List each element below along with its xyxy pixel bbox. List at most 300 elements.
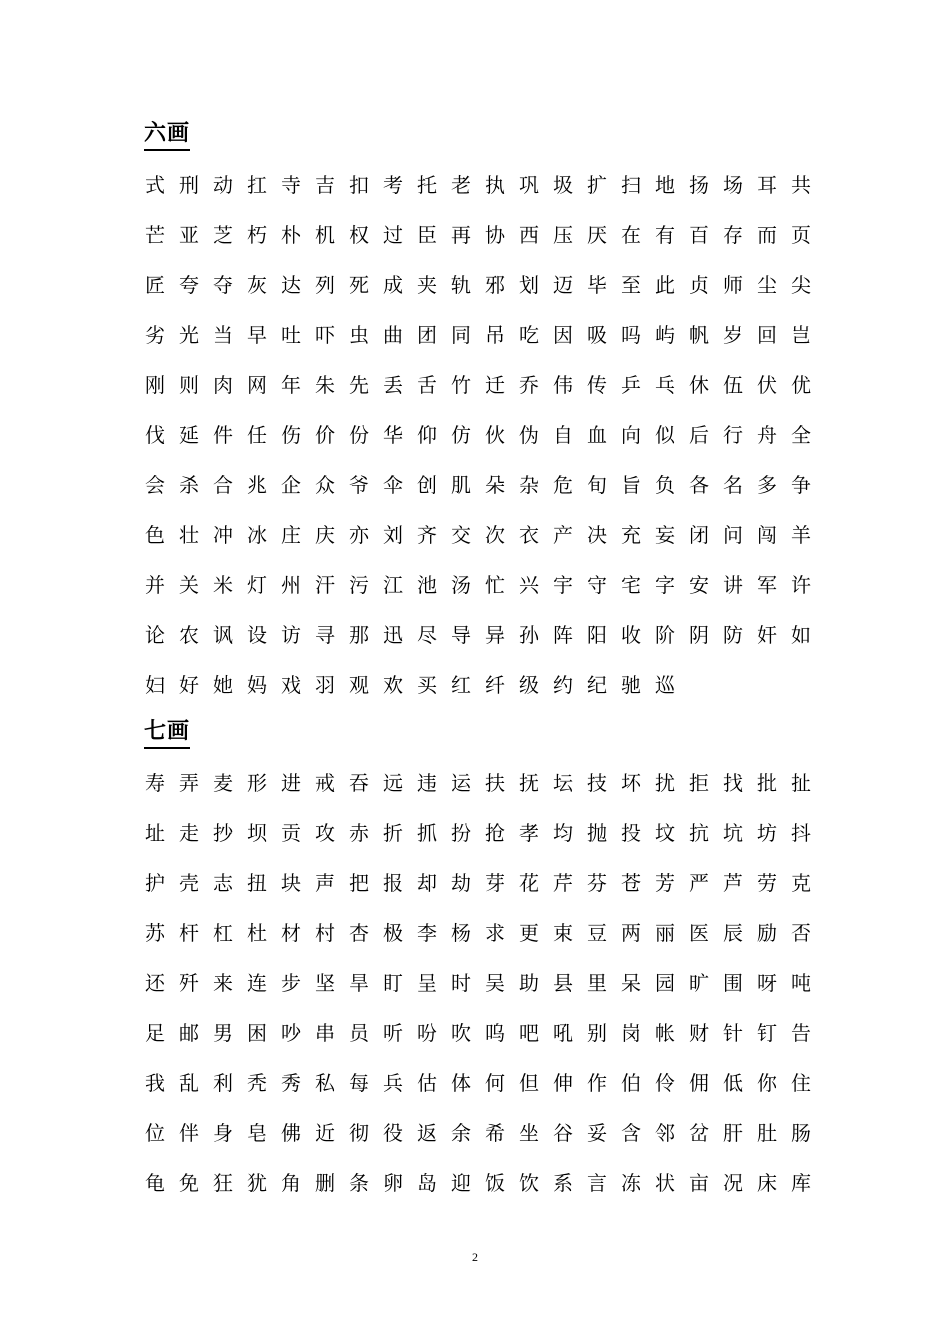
character-cell: 含 <box>621 1121 641 1145</box>
character-cell: 豆 <box>587 921 607 945</box>
character-cell: 劣 <box>145 323 165 347</box>
character-cell: 贡 <box>281 821 301 845</box>
character-cell: 走 <box>179 821 199 845</box>
character-cell: 朱 <box>315 373 335 397</box>
character-cell: 托 <box>417 173 437 197</box>
character-cell: 岛 <box>417 1171 437 1195</box>
character-cell: 回 <box>757 323 777 347</box>
character-cell: 壮 <box>179 523 199 547</box>
character-cell: 厌 <box>587 223 607 247</box>
character-cell: 字 <box>655 573 675 597</box>
character-cell: 护 <box>145 871 165 895</box>
character-cell: 好 <box>179 673 199 697</box>
character-cell: 过 <box>383 223 403 247</box>
character-cell: 舌 <box>417 373 437 397</box>
character-cell: 抄 <box>213 821 233 845</box>
character-cell: 尘 <box>757 273 777 297</box>
character-cell: 早 <box>247 323 267 347</box>
character-cell: 余 <box>451 1121 471 1145</box>
character-cell: 远 <box>383 771 403 795</box>
character-cell: 伏 <box>757 373 777 397</box>
character-cell: 吃 <box>519 323 539 347</box>
character-cell: 返 <box>417 1121 437 1145</box>
character-cell: 而 <box>757 223 777 247</box>
character-cell: 还 <box>145 971 165 995</box>
character-cell: 尖 <box>791 273 811 297</box>
character-cell: 址 <box>145 821 165 845</box>
character-cell: 均 <box>553 821 573 845</box>
character-cell: 员 <box>349 1021 369 1045</box>
character-cell: 吵 <box>281 1021 301 1045</box>
character-cell: 呈 <box>417 971 437 995</box>
character-cell: 充 <box>621 523 641 547</box>
character-cell: 权 <box>349 223 369 247</box>
character-cell: 园 <box>655 971 675 995</box>
character-cell: 乱 <box>179 1071 199 1095</box>
character-cell: 老 <box>451 173 471 197</box>
character-cell: 巩 <box>519 173 539 197</box>
character-row <box>138 908 838 958</box>
character-cell: 岗 <box>621 1021 641 1045</box>
character-cell: 尽 <box>417 623 437 647</box>
character-cell: 抢 <box>485 821 505 845</box>
character-cell: 阵 <box>553 623 573 647</box>
character-cell: 饭 <box>485 1171 505 1195</box>
character-cell: 坏 <box>621 771 641 795</box>
character-cell: 州 <box>281 573 301 597</box>
character-cell: 伤 <box>281 423 301 447</box>
character-cell: 坑 <box>723 821 743 845</box>
character-cell: 足 <box>145 1021 165 1045</box>
character-row <box>138 210 838 260</box>
character-cell: 那 <box>349 623 369 647</box>
character-cell: 歼 <box>179 971 199 995</box>
character-cell: 阶 <box>655 623 675 647</box>
character-cell: 迎 <box>451 1171 471 1195</box>
character-cell: 夹 <box>417 273 437 297</box>
character-cell: 扰 <box>655 771 675 795</box>
character-cell: 吉 <box>315 173 335 197</box>
character-cell: 吧 <box>519 1021 539 1045</box>
character-cell: 百 <box>689 223 709 247</box>
character-cell: 赤 <box>349 821 369 845</box>
character-cell: 位 <box>145 1121 165 1145</box>
character-cell: 贞 <box>689 273 709 297</box>
character-cell: 芒 <box>145 223 165 247</box>
character-cell: 驰 <box>621 673 641 697</box>
character-cell: 动 <box>213 173 233 197</box>
character-row <box>138 160 838 210</box>
character-cell: 床 <box>757 1171 777 1195</box>
character-row <box>138 560 838 610</box>
character-cell: 饮 <box>519 1171 539 1195</box>
character-cell: 阳 <box>587 623 607 647</box>
character-cell: 合 <box>213 473 233 497</box>
character-cell: 列 <box>315 273 335 297</box>
character-cell: 体 <box>451 1071 471 1095</box>
character-cell: 伶 <box>655 1071 675 1095</box>
character-cell: 围 <box>723 971 743 995</box>
character-cell: 芳 <box>655 871 675 895</box>
character-cell: 李 <box>417 921 437 945</box>
character-cell: 扫 <box>621 173 641 197</box>
character-cell: 吸 <box>587 323 607 347</box>
character-cell: 违 <box>417 771 437 795</box>
character-cell: 伯 <box>621 1071 641 1095</box>
character-cell: 邻 <box>655 1121 675 1145</box>
character-cell: 犹 <box>247 1171 267 1195</box>
character-cell: 肝 <box>723 1121 743 1145</box>
character-cell: 色 <box>145 523 165 547</box>
page-number: 2 <box>472 1250 478 1264</box>
character-cell: 匠 <box>145 273 165 297</box>
character-cell: 江 <box>383 573 403 597</box>
character-cell: 乓 <box>655 373 675 397</box>
character-cell: 华 <box>383 423 403 447</box>
character-cell: 机 <box>315 223 335 247</box>
character-cell: 红 <box>451 673 471 697</box>
character-cell: 朴 <box>281 223 301 247</box>
character-cell: 产 <box>553 523 573 547</box>
character-cell: 似 <box>655 423 675 447</box>
character-cell: 芬 <box>587 871 607 895</box>
character-cell: 抖 <box>791 821 811 845</box>
character-cell: 技 <box>587 771 607 795</box>
character-cell: 伴 <box>179 1121 199 1145</box>
character-cell: 秃 <box>247 1071 267 1095</box>
character-cell: 舟 <box>757 423 777 447</box>
character-cell: 劫 <box>451 871 471 895</box>
character-cell: 我 <box>145 1071 165 1095</box>
character-cell: 则 <box>179 373 199 397</box>
character-cell: 利 <box>213 1071 233 1095</box>
character-cell: 划 <box>519 273 539 297</box>
character-cell: 低 <box>723 1071 743 1095</box>
character-cell: 各 <box>689 473 709 497</box>
character-cell: 欢 <box>383 673 403 697</box>
character-cell: 戏 <box>281 673 301 697</box>
character-cell: 材 <box>281 921 301 945</box>
character-cell: 自 <box>553 423 573 447</box>
character-cell: 兴 <box>519 573 539 597</box>
character-cell: 扣 <box>349 173 369 197</box>
character-cell: 近 <box>315 1121 335 1145</box>
character-row <box>138 410 838 460</box>
character-cell: 秀 <box>281 1071 301 1095</box>
character-cell: 杨 <box>451 921 471 945</box>
character-cell: 共 <box>791 173 811 197</box>
character-cell: 医 <box>689 921 709 945</box>
character-cell: 坚 <box>315 971 335 995</box>
character-cell: 冻 <box>621 1171 641 1195</box>
character-cell: 杠 <box>213 921 233 945</box>
character-cell: 竹 <box>451 373 471 397</box>
character-row <box>138 610 838 660</box>
character-cell: 汤 <box>451 573 471 597</box>
character-cell: 在 <box>621 223 641 247</box>
character-cell: 极 <box>383 921 403 945</box>
character-cell: 污 <box>349 573 369 597</box>
character-cell: 狂 <box>213 1171 233 1195</box>
character-cell: 如 <box>791 623 811 647</box>
character-cell: 芦 <box>723 871 743 895</box>
character-cell: 兆 <box>247 473 267 497</box>
character-cell: 里 <box>587 971 607 995</box>
character-cell: 攻 <box>315 821 335 845</box>
character-cell: 苍 <box>621 871 641 895</box>
character-cell: 扛 <box>247 173 267 197</box>
character-cell: 旨 <box>621 473 641 497</box>
character-cell: 冲 <box>213 523 233 547</box>
character-cell: 岔 <box>689 1121 709 1145</box>
character-cell: 纪 <box>587 673 607 697</box>
character-cell: 会 <box>145 473 165 497</box>
character-cell: 弄 <box>179 771 199 795</box>
character-cell: 谷 <box>553 1121 573 1145</box>
character-cell: 串 <box>315 1021 335 1045</box>
character-cell: 米 <box>213 573 233 597</box>
character-cell: 批 <box>757 771 777 795</box>
character-cell: 收 <box>621 623 641 647</box>
character-cell: 呜 <box>485 1021 505 1045</box>
character-cell: 步 <box>281 971 301 995</box>
character-cell: 羽 <box>315 673 335 697</box>
character-cell: 屿 <box>655 323 675 347</box>
character-cell: 次 <box>485 523 505 547</box>
character-cell: 宇 <box>553 573 573 597</box>
character-cell: 来 <box>213 971 233 995</box>
character-cell: 同 <box>451 323 471 347</box>
character-cell: 成 <box>383 273 403 297</box>
character-cell: 言 <box>587 1171 607 1195</box>
character-cell: 亚 <box>179 223 199 247</box>
character-cell: 再 <box>451 223 471 247</box>
character-cell: 齐 <box>417 523 437 547</box>
character-cell: 讲 <box>723 573 743 597</box>
character-cell: 亩 <box>689 1171 709 1195</box>
character-cell: 行 <box>723 423 743 447</box>
character-cell: 别 <box>587 1021 607 1045</box>
character-cell: 拒 <box>689 771 709 795</box>
character-cell: 花 <box>519 871 539 895</box>
character-cell: 找 <box>723 771 743 795</box>
character-cell: 光 <box>179 323 199 347</box>
character-cell: 吴 <box>485 971 505 995</box>
character-cell: 问 <box>723 523 743 547</box>
character-cell: 约 <box>553 673 573 697</box>
character-cell: 危 <box>553 473 573 497</box>
character-cell: 丽 <box>655 921 675 945</box>
character-cell: 她 <box>213 673 233 697</box>
character-cell: 旱 <box>349 971 369 995</box>
character-cell: 全 <box>791 423 811 447</box>
character-cell: 状 <box>655 1171 675 1195</box>
character-cell: 伟 <box>553 373 573 397</box>
character-cell: 论 <box>145 623 165 647</box>
character-row <box>138 858 838 908</box>
character-cell: 听 <box>383 1021 403 1045</box>
character-cell: 旬 <box>587 473 607 497</box>
character-cell: 爷 <box>349 473 369 497</box>
character-cell: 伙 <box>485 423 505 447</box>
character-cell: 否 <box>791 921 811 945</box>
section-heading-six-strokes: 六画 <box>144 119 190 151</box>
character-cell: 刑 <box>179 173 199 197</box>
character-cell: 系 <box>553 1171 573 1195</box>
character-cell: 坛 <box>553 771 573 795</box>
character-cell: 抚 <box>519 771 539 795</box>
character-cell: 刘 <box>383 523 403 547</box>
character-cell: 防 <box>723 623 743 647</box>
character-cell: 芽 <box>485 871 505 895</box>
character-cell: 妈 <box>247 673 267 697</box>
character-cell: 仰 <box>417 423 437 447</box>
character-cell: 呆 <box>621 971 641 995</box>
character-cell: 伞 <box>383 473 403 497</box>
character-cell: 村 <box>315 921 335 945</box>
character-cell: 杀 <box>179 473 199 497</box>
character-cell: 县 <box>553 971 573 995</box>
character-cell: 式 <box>145 173 165 197</box>
character-cell: 西 <box>519 223 539 247</box>
character-cell: 丢 <box>383 373 403 397</box>
character-cell: 亦 <box>349 523 369 547</box>
character-cell: 男 <box>213 1021 233 1045</box>
character-cell: 苏 <box>145 921 165 945</box>
character-cell: 忙 <box>485 573 505 597</box>
character-cell: 许 <box>791 573 811 597</box>
character-cell: 访 <box>281 623 301 647</box>
character-cell: 达 <box>281 273 301 297</box>
character-cell: 闭 <box>689 523 709 547</box>
character-cell: 设 <box>247 623 267 647</box>
character-cell: 考 <box>383 173 403 197</box>
character-cell: 皂 <box>247 1121 267 1145</box>
character-cell: 坝 <box>247 821 267 845</box>
character-cell: 把 <box>349 871 369 895</box>
character-cell: 坐 <box>519 1121 539 1145</box>
character-cell: 多 <box>757 473 777 497</box>
character-cell: 岁 <box>723 323 743 347</box>
character-cell: 血 <box>587 423 607 447</box>
character-cell: 冰 <box>247 523 267 547</box>
character-cell: 身 <box>213 1121 233 1145</box>
character-row <box>138 1058 838 1108</box>
character-cell: 报 <box>383 871 403 895</box>
character-cell: 乔 <box>519 373 539 397</box>
character-cell: 坟 <box>655 821 675 845</box>
character-cell: 呀 <box>757 971 777 995</box>
character-cell: 地 <box>655 173 675 197</box>
character-cell: 兵 <box>383 1071 403 1095</box>
character-cell: 交 <box>451 523 471 547</box>
character-cell: 投 <box>621 821 641 845</box>
character-cell: 盯 <box>383 971 403 995</box>
character-cell: 杏 <box>349 921 369 945</box>
character-cell: 条 <box>349 1171 369 1195</box>
character-cell: 朽 <box>247 223 267 247</box>
character-cell: 毕 <box>587 273 607 297</box>
character-cell: 帆 <box>689 323 709 347</box>
character-cell: 名 <box>723 473 743 497</box>
character-cell: 私 <box>315 1071 335 1095</box>
character-cell: 吨 <box>791 971 811 995</box>
character-cell: 休 <box>689 373 709 397</box>
character-cell: 告 <box>791 1021 811 1045</box>
character-cell: 页 <box>791 223 811 247</box>
character-cell: 汗 <box>315 573 335 597</box>
character-cell: 声 <box>315 871 335 895</box>
character-row <box>138 1108 838 1158</box>
character-cell: 岂 <box>791 323 811 347</box>
character-cell: 况 <box>723 1171 743 1195</box>
character-cell: 龟 <box>145 1171 165 1195</box>
character-cell: 巡 <box>655 673 675 697</box>
character-cell: 此 <box>655 273 675 297</box>
character-cell: 关 <box>179 573 199 597</box>
character-cell: 灯 <box>247 573 267 597</box>
character-cell: 妄 <box>655 523 675 547</box>
character-cell: 杜 <box>247 921 267 945</box>
character-cell: 妇 <box>145 673 165 697</box>
character-cell: 扶 <box>485 771 505 795</box>
character-cell: 庄 <box>281 523 301 547</box>
character-cell: 针 <box>723 1021 743 1045</box>
character-cell: 吼 <box>553 1021 573 1045</box>
character-cell: 当 <box>213 323 233 347</box>
character-cell: 麦 <box>213 771 233 795</box>
character-cell: 夸 <box>179 273 199 297</box>
character-cell: 负 <box>655 473 675 497</box>
character-cell: 乒 <box>621 373 641 397</box>
character-cell: 壳 <box>179 871 199 895</box>
character-cell: 抓 <box>417 821 437 845</box>
character-cell: 伸 <box>553 1071 573 1095</box>
character-cell: 删 <box>315 1171 335 1195</box>
character-cell: 块 <box>281 871 301 895</box>
character-cell: 级 <box>519 673 539 697</box>
character-cell: 邪 <box>485 273 505 297</box>
character-cell: 连 <box>247 971 267 995</box>
character-cell: 压 <box>553 223 573 247</box>
character-cell: 圾 <box>553 173 573 197</box>
character-cell: 创 <box>417 473 437 497</box>
character-row <box>138 510 838 560</box>
character-cell: 吊 <box>485 323 505 347</box>
character-cell: 折 <box>383 821 403 845</box>
character-cell: 庆 <box>315 523 335 547</box>
character-cell: 讽 <box>213 623 233 647</box>
character-cell: 决 <box>587 523 607 547</box>
character-cell: 观 <box>349 673 369 697</box>
character-cell: 作 <box>587 1071 607 1095</box>
character-cell: 灰 <box>247 273 267 297</box>
character-cell: 向 <box>621 423 641 447</box>
character-cell: 库 <box>791 1171 811 1195</box>
character-row <box>138 660 838 710</box>
character-cell: 仿 <box>451 423 471 447</box>
character-cell: 众 <box>315 473 335 497</box>
character-cell: 师 <box>723 273 743 297</box>
character-cell: 价 <box>315 423 335 447</box>
character-cell: 杆 <box>179 921 199 945</box>
character-cell: 份 <box>349 423 369 447</box>
character-cell: 佣 <box>689 1071 709 1095</box>
character-cell: 住 <box>791 1071 811 1095</box>
character-cell: 肚 <box>757 1121 777 1145</box>
character-cell: 旷 <box>689 971 709 995</box>
character-cell: 妥 <box>587 1121 607 1145</box>
